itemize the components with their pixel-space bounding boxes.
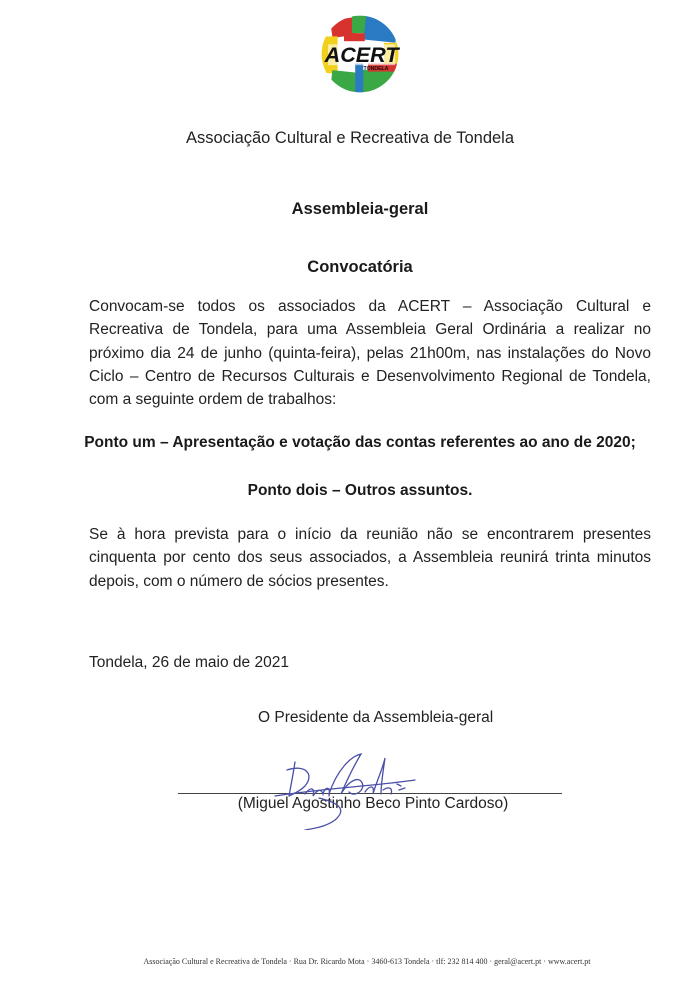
quorum-paragraph: Se à hora prevista para o início da reunião não se encontrarem presentes cinquenta por cento dos seus associados, a Assembleia reunirá trinta minutos depois, com o número de sócios presentes. [89,526,651,590]
signatory-role: O Presidente da Assembleia-geral [258,709,494,726]
signatory-name: (Miguel Agostinho Beco Pinto Cardoso) [237,795,509,812]
agenda-item-1: Ponto um – Apresentação e votação das contas referentes ao ano de 2020; [84,434,636,451]
handwritten-signature [265,750,445,830]
document-title: Assembleia-geral [291,200,429,218]
organization-name: Associação Cultural e Recreativa de Tondela [185,129,515,147]
document-subtitle: Convocatória [307,258,413,276]
acert-logo [320,14,400,94]
logo-subtext: TONDELA [363,66,389,72]
place-date: Tondela, 26 de maio de 2021 [89,654,289,671]
footer-contact: Associação Cultural e Recreativa de Tondela · Rua Dr. Ricardo Mota · 3460-613 Tondela · tlf: 232 814 400 · geral@acert.pt · www.acert.pt [143,957,591,966]
logo-wordmark: ACERT [324,42,399,67]
agenda-item-2: Ponto dois – Outros assuntos. [247,482,473,499]
intro-paragraph: Convocam-se todos os associados da ACERT – Associação Cultural e Recreativa de Tondela, para uma Assembleia Geral Ordinária a realizar no próximo dia 24 de junho (quinta-feira), pelas 21h00m, nas instalações do Novo Ciclo – Centro de Recursos Culturais e Desenvolvimento Regional de Tondela, com a seguinte ordem de trabalhos: [89,298,651,409]
